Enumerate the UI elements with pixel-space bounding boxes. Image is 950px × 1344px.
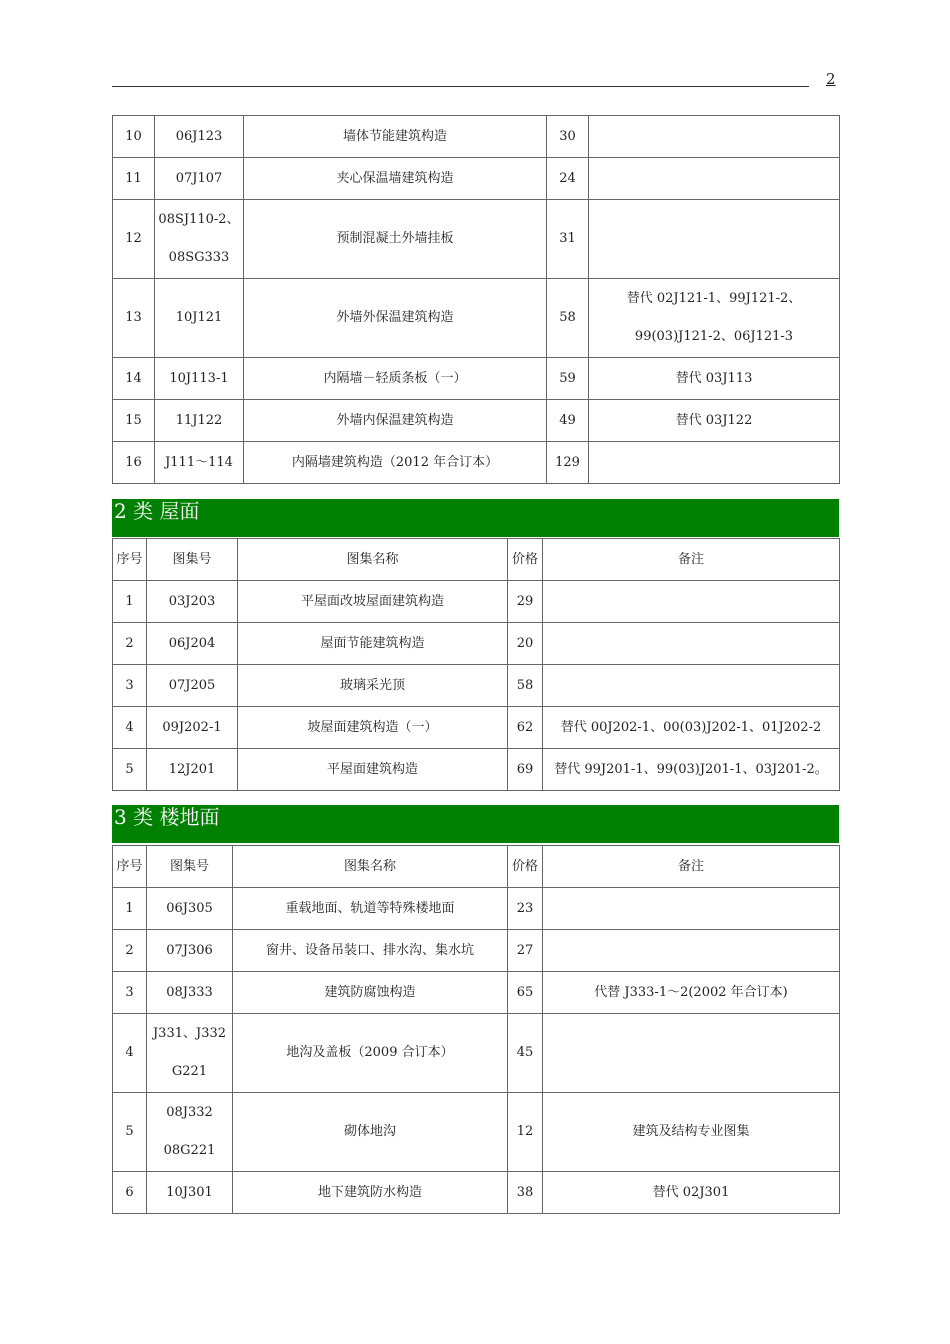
atlas-name: 窗井、设备吊装口、排水沟、集水坑 (233, 930, 508, 972)
atlas-code-line: 09J202-1 (162, 720, 222, 735)
atlas-code (147, 665, 238, 707)
price: 45 (508, 1014, 543, 1093)
atlas-name: 内隔墙－轻质条板（一） (244, 358, 547, 400)
note-line: 替代 02J301 (652, 1185, 730, 1200)
atlas-name: 地沟及盖板（2009 合订本） (233, 1014, 508, 1093)
atlas-name: 建筑防腐蚀构造 (233, 972, 508, 1014)
note (589, 400, 840, 442)
row-number: 6 (113, 1172, 147, 1214)
atlas-code-line: 03J203 (168, 594, 216, 609)
atlas-name: 平屋面改坡屋面建筑构造 (238, 581, 508, 623)
row-number: 3 (113, 665, 147, 707)
note-line: 替代 02J121-1、99J121-2、 (626, 291, 802, 306)
atlas-code-line: 07J205 (168, 678, 216, 693)
section-title: 3 类 楼地面 (114, 805, 220, 829)
row-number: 4 (113, 1014, 147, 1093)
section-title: 2 类 屋面 (114, 499, 200, 523)
row-number: 13 (113, 279, 155, 358)
atlas-name: 预制混凝土外墙挂板 (244, 200, 547, 279)
table-row (113, 749, 840, 791)
note (589, 200, 840, 279)
atlas-code-line: 08SG333 (168, 250, 230, 265)
price: 30 (547, 116, 589, 158)
atlas-code-line: 12J201 (168, 762, 216, 777)
table-row (113, 665, 840, 707)
atlas-code (147, 707, 238, 749)
atlas-name: 地下建筑防水构造 (233, 1172, 508, 1214)
note-line: 99(03)J121-2、06J121-3 (634, 329, 794, 344)
atlas-code-line: 07J107 (175, 171, 223, 186)
row-number: 14 (113, 358, 155, 400)
atlas-code (155, 158, 244, 200)
atlas-code (155, 358, 244, 400)
table-row (113, 707, 840, 749)
atlas-name: 墙体节能建筑构造 (244, 116, 547, 158)
price: 59 (547, 358, 589, 400)
header-no: 序号 (113, 846, 147, 888)
row-number: 5 (113, 1093, 147, 1172)
section-banner-roof (112, 499, 839, 537)
atlas-code-line: 06J204 (168, 636, 216, 651)
page-number: 2 (826, 70, 836, 88)
table-row (113, 888, 840, 930)
atlas-code-line: 10J301 (166, 1185, 213, 1200)
header-price: 价格 (508, 539, 543, 581)
note-line: 替代 99J201-1、99(03)J201-1、03J201-2。 (554, 762, 828, 777)
note (543, 707, 840, 749)
price: 65 (508, 972, 543, 1014)
price: 58 (508, 665, 543, 707)
price: 24 (547, 158, 589, 200)
atlas-code (147, 581, 238, 623)
atlas-code-line: J331、J332 (152, 1026, 227, 1041)
atlas-name: 外墙内保温建筑构造 (244, 400, 547, 442)
price: 29 (508, 581, 543, 623)
atlas-code-line: 07J306 (166, 943, 213, 958)
atlas-code (147, 930, 233, 972)
header-rule (112, 86, 809, 87)
atlas-code (155, 400, 244, 442)
table-row (113, 972, 840, 1014)
price: 27 (508, 930, 543, 972)
atlas-code (155, 279, 244, 358)
note (543, 888, 840, 930)
row-number: 2 (113, 930, 147, 972)
price: 23 (508, 888, 543, 930)
atlas-code (147, 749, 238, 791)
price: 20 (508, 623, 543, 665)
atlas-code (147, 888, 233, 930)
table-row (113, 279, 840, 358)
atlas-name: 玻璃采光顶 (238, 665, 508, 707)
price: 31 (547, 200, 589, 279)
price: 58 (547, 279, 589, 358)
atlas-name: 重载地面、轨道等特殊楼地面 (233, 888, 508, 930)
price: 49 (547, 400, 589, 442)
atlas-code (147, 972, 233, 1014)
roof-table (112, 538, 840, 791)
note (589, 442, 840, 484)
atlas-code-line: 08J332 (166, 1105, 213, 1120)
table-row (113, 930, 840, 972)
note (589, 116, 840, 158)
note (543, 665, 840, 707)
atlas-code-line: G221 (171, 1064, 208, 1079)
row-number: 4 (113, 707, 147, 749)
atlas-code (155, 116, 244, 158)
note (543, 1014, 840, 1093)
table-row (113, 442, 840, 484)
header-note: 备注 (543, 846, 840, 888)
atlas-code-line: 06J305 (166, 901, 213, 916)
price: 12 (508, 1093, 543, 1172)
walls-table (112, 115, 840, 484)
table-row (113, 1172, 840, 1214)
atlas-name: 外墙外保温建筑构造 (244, 279, 547, 358)
atlas-code (147, 1172, 233, 1214)
row-number: 15 (113, 400, 155, 442)
header-note: 备注 (543, 539, 840, 581)
note-line: 建筑及结构专业图集 (632, 1124, 750, 1139)
note (543, 930, 840, 972)
header-price: 价格 (508, 846, 543, 888)
header-name: 图集名称 (238, 539, 508, 581)
row-number: 11 (113, 158, 155, 200)
atlas-name: 屋面节能建筑构造 (238, 623, 508, 665)
atlas-code-line: 08J333 (166, 985, 213, 1000)
floor-table (112, 845, 840, 1214)
row-number: 3 (113, 972, 147, 1014)
table-row (113, 1014, 840, 1093)
header-code: 图集号 (147, 846, 233, 888)
note (589, 158, 840, 200)
table-row (113, 158, 840, 200)
note (543, 623, 840, 665)
atlas-code-line: 08G221 (163, 1143, 216, 1158)
atlas-code-line: 06J123 (175, 129, 223, 144)
note (589, 279, 840, 358)
header-row (113, 846, 840, 888)
note-line: 替代 00J202-1、00(03)J202-1、01J202-2 (560, 720, 822, 735)
atlas-code-line: 08SJ110-2、 (158, 212, 240, 227)
atlas-code-line: J111～114 (165, 455, 233, 470)
note (589, 358, 840, 400)
section-banner-floor (112, 805, 839, 843)
note (543, 972, 840, 1014)
row-number: 12 (113, 200, 155, 279)
atlas-code-line: 11J122 (175, 413, 223, 428)
note (543, 749, 840, 791)
note-line: 替代 03J113 (675, 371, 753, 386)
atlas-name: 夹心保温墙建筑构造 (244, 158, 547, 200)
atlas-name: 坡屋面建筑构造（一） (238, 707, 508, 749)
row-number: 1 (113, 888, 147, 930)
atlas-code (155, 442, 244, 484)
atlas-name: 平屋面建筑构造 (238, 749, 508, 791)
atlas-code-line: 10J121 (175, 310, 223, 325)
atlas-code (155, 200, 244, 279)
note-line: 替代 03J122 (675, 413, 753, 428)
row-number: 1 (113, 581, 147, 623)
table-row (113, 623, 840, 665)
header-code: 图集号 (147, 539, 238, 581)
row-number: 5 (113, 749, 147, 791)
table-row (113, 200, 840, 279)
price: 38 (508, 1172, 543, 1214)
table-row (113, 358, 840, 400)
atlas-code-line: 10J113-1 (169, 371, 229, 386)
header-no: 序号 (113, 539, 147, 581)
table-row (113, 116, 840, 158)
atlas-name: 砌体地沟 (233, 1093, 508, 1172)
table-row (113, 1093, 840, 1172)
note (543, 1172, 840, 1214)
row-number: 16 (113, 442, 155, 484)
price: 62 (508, 707, 543, 749)
atlas-name: 内隔墙建筑构造（2012 年合订本） (244, 442, 547, 484)
note-line: 代替 J333-1～2(2002 年合订本) (594, 985, 788, 1000)
header-row (113, 539, 840, 581)
row-number: 10 (113, 116, 155, 158)
table-row (113, 400, 840, 442)
note (543, 1093, 840, 1172)
table-row (113, 581, 840, 623)
atlas-code (147, 1014, 233, 1093)
atlas-code (147, 1093, 233, 1172)
header-name: 图集名称 (233, 846, 508, 888)
price: 69 (508, 749, 543, 791)
note (543, 581, 840, 623)
price: 129 (547, 442, 589, 484)
row-number: 2 (113, 623, 147, 665)
atlas-code (147, 623, 238, 665)
